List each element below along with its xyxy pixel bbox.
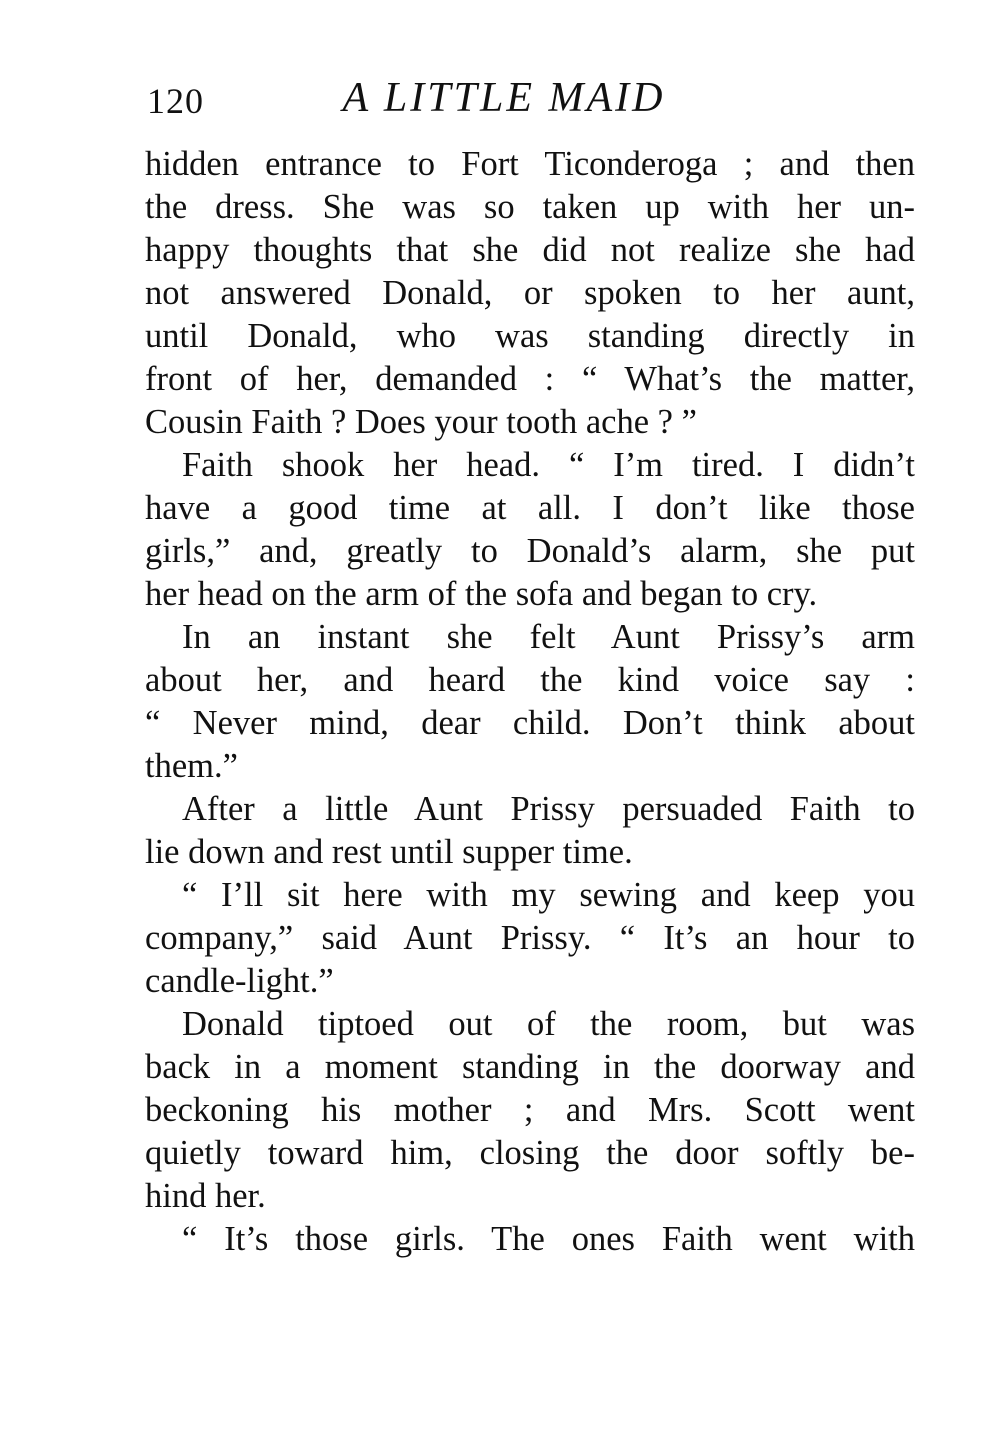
- text-line: them.”: [145, 747, 238, 785]
- text-line: the dress. She was so taken up with her un-: [145, 188, 915, 226]
- paragraph-start: Donald tiptoed out of the room, but was: [182, 1005, 915, 1043]
- paragraph-start: “ It’s those girls. The ones Faith went with: [182, 1220, 915, 1258]
- text-line: until Donald, who was standing directly in: [145, 317, 915, 355]
- page-header: [145, 70, 915, 130]
- text-line: happy thoughts that she did not realize she had: [145, 231, 915, 269]
- text-line: hidden entrance to Fort Ticonderoga ; and then: [145, 145, 915, 183]
- text-line: her head on the arm of the sofa and began to cry.: [145, 575, 818, 613]
- paragraph-start: After a little Aunt Prissy persuaded Faith to: [182, 790, 915, 828]
- text-line: front of her, demanded : “ What’s the matter,: [145, 360, 915, 398]
- text-line: company,” said Aunt Prissy. “ It’s an hour to: [145, 919, 915, 957]
- text-line: candle-light.”: [145, 962, 334, 1000]
- text-line: have a good time at all. I don’t like those: [145, 489, 915, 527]
- text-line: lie down and rest until supper time.: [145, 833, 633, 871]
- text-line: “ Never mind, dear child. Don’t think about: [145, 704, 915, 742]
- text-line: Cousin Faith ? Does your tooth ache ? ”: [145, 403, 697, 441]
- body-text: [145, 143, 915, 1261]
- text-line: about her, and heard the kind voice say :: [145, 661, 915, 699]
- text-line: girls,” and, greatly to Donald’s alarm, she put: [145, 532, 915, 570]
- text-line: hind her.: [145, 1177, 266, 1215]
- page-number: 120: [147, 81, 204, 121]
- text-line: quietly toward him, closing the door softly be-: [145, 1134, 915, 1172]
- text-line: back in a moment standing in the doorway and: [145, 1048, 915, 1086]
- paragraph-start: Faith shook her head. “ I’m tired. I didn’t: [182, 446, 915, 484]
- paragraph-start: “ I’ll sit here with my sewing and keep you: [182, 876, 915, 914]
- running-title: A LITTLE MAID: [342, 75, 666, 121]
- text-line: not answered Donald, or spoken to her aunt,: [145, 274, 915, 312]
- paragraph-start: In an instant she felt Aunt Prissy’s arm: [182, 618, 915, 656]
- text-line: beckoning his mother ; and Mrs. Scott went: [145, 1091, 915, 1129]
